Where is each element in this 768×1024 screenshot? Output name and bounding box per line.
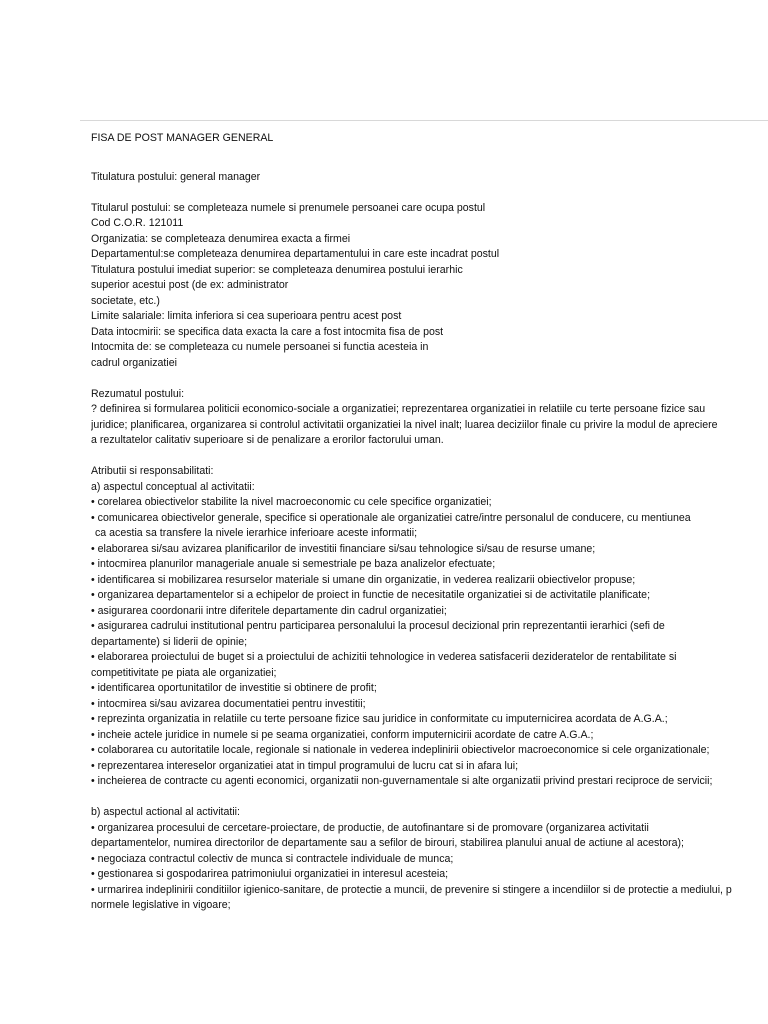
summary-block: [91, 387, 768, 449]
bullet-line: • asigurarea coordonarii intre diferitele departamente din cadrul organizatiei;: [91, 604, 447, 617]
spacer: [91, 449, 768, 465]
info-block: [91, 201, 768, 372]
bullet-continuation: departamente) si liderii de opinie;: [91, 635, 248, 648]
bullet-line: • organizarea departamentelor si a echipelor de proiect in functie de necesitatile organizatiei si de activitatile planificate;: [91, 589, 651, 601]
text-line: superior acestui post (de ex: administrator: [91, 279, 289, 291]
spacer: [91, 185, 768, 201]
section-a-block: [91, 464, 768, 790]
text-line: a rezultatelor calitativ superioare si de penalizare a erorilor factorului uman.: [91, 434, 444, 446]
bullet-line: • intocmirea planurilor manageriale anuale si semestriale pe baza analizelor efectuate;: [91, 558, 496, 570]
document-page: [91, 131, 768, 914]
bullet-line: • comunicarea obiectivelor generale, specifice si operationale ale organizatiei catre/intre personalul de conducere, cu mentiunea: [91, 511, 691, 524]
bullet-line: • asigurarea cadrului institutional pentru participarea personalului la procesul decizional prin reprezentantii ierarhici (sefi de: [91, 620, 665, 632]
bullet-line: • negociaza contractul colectiv de munca si contractele individuale de munca;: [91, 852, 454, 865]
top-divider: [80, 120, 768, 121]
text-line: Data intocmirii: se specifica data exacta la care a fost intocmita fisa de post: [91, 325, 444, 338]
text-line: Titulatura postului imediat superior: se completeaza denumirea postului ierarhic: [91, 263, 463, 276]
text-line: Titulatura postului: general manager: [91, 170, 261, 183]
section-b-block: [91, 805, 768, 914]
bullet-line: • reprezentarea intereselor organizatiei atat in timpul programului de lucru cat si in afara lui;: [91, 759, 519, 772]
bullet-line: • corelarea obiectivelor stabilite la nivel macroeconomic cu cele specifice organizatiei;: [91, 496, 492, 508]
subsection-heading: a) aspectul conceptual al activitatii:: [91, 480, 255, 493]
bullet-line: • organizarea procesului de cercetare-proiectare, de productie, de autofinantare si de promovare (organizarea activitatii: [91, 821, 649, 834]
bullet-line: • gestionarea si gospodarirea patrimoniului organizatiei in interesul acesteia;: [91, 868, 449, 880]
bullet-line: • elaborarea si/sau avizarea planificarilor de investitii financiare si/sau tehnologice si/sau de resurse umane;: [91, 542, 596, 555]
document-title: FISA DE POST MANAGER GENERAL: [91, 132, 274, 144]
bullet-line: • intocmirea si/sau avizarea documentatiei pentru investitii;: [91, 697, 366, 710]
text-line: ? definirea si formularea politicii economico-sociale a organizatiei; reprezentarea organizatiei in relatiile cu terte persoane fizice sau: [91, 403, 706, 415]
bullet-line: • incheierea de contracte cu agenti economici, organizatii non-guvernamentale si alte organizatii privind prestari reciproce de servicii;: [91, 775, 713, 787]
bullet-continuation: competitivitate pe piata ale organizatiei;: [91, 666, 277, 679]
bullet-line: • reprezinta organizatia in relatiile cu terte persoane fizice sau juridice in conformitate cu imputernicirea acordata de A.G.A.;: [91, 713, 668, 725]
bullet-line: • colaborarea cu autoritatile locale, regionale si nationale in vederea indeplinirii obiectivelor macroeconomice si cele organizationale;: [91, 744, 710, 756]
bullet-line: • urmarirea indeplinirii conditiilor igienico-sanitare, de protectie a muncii, de prevenire si stingere a incendiilor si de protectie a mediului, p: [91, 883, 732, 896]
section-heading: Rezumatul postului:: [91, 387, 185, 400]
section-heading: Atributii si responsabilitati:: [91, 465, 214, 477]
spacer: [91, 790, 768, 806]
text-line: cadrul organizatiei: [91, 356, 177, 369]
subsection-heading: b) aspectul actional al activitatii:: [91, 806, 240, 818]
bullet-line: • incheie actele juridice in numele si pe seama organizatiei, conform imputernicirii acordate de catre A.G.A.;: [91, 728, 594, 741]
bullet-line: • identificarea si mobilizarea resurselor materiale si umane din organizatie, in vederea realizarii obiectivelor propuse;: [91, 573, 636, 586]
header-block: [91, 170, 768, 186]
bullet-continuation: departamentelor, numirea directorilor de departamente sau a sefilor de birouri, stabilirea planului anual de actiune al acestora);: [91, 837, 685, 849]
spacer: [91, 147, 768, 170]
text-line: Cod C.O.R. 121011: [91, 217, 184, 229]
bullet-line: • identificarea oportunitatilor de investitie si obtinere de profit;: [91, 682, 377, 694]
text-line: societate, etc.): [91, 294, 160, 307]
text-line: juridice; planificarea, organizarea si controlul activitatii organizatiei la nivel inalt; luarea deciziilor finale cu privire la modul de apreciere: [91, 418, 718, 431]
text-line: Limite salariale: limita inferiora si cea superioara pentru acest post: [91, 310, 402, 322]
text-line: Titularul postului: se completeaza numele si prenumele persoanei care ocupa postul: [91, 201, 486, 214]
text-line: Intocmita de: se completeaza cu numele persoanei si functia acesteia in: [91, 341, 429, 353]
bullet-continuation: normele legislative in vigoare;: [91, 899, 231, 911]
text-line: Departamentul:se completeaza denumirea departamentului in care este incadrat postul: [91, 248, 500, 260]
spacer: [91, 371, 768, 387]
bullet-continuation: ca acestia sa transfere la nivele ierarhice inferioare aceste informatii;: [95, 527, 418, 539]
text-line: Organizatia: se completeaza denumirea exacta a firmei: [91, 232, 351, 245]
bullet-line: • elaborarea proiectului de buget si a proiectului de achizitii tehnologice in vederea satisfacerii dezideratelor de rentabilitate si: [91, 651, 677, 663]
